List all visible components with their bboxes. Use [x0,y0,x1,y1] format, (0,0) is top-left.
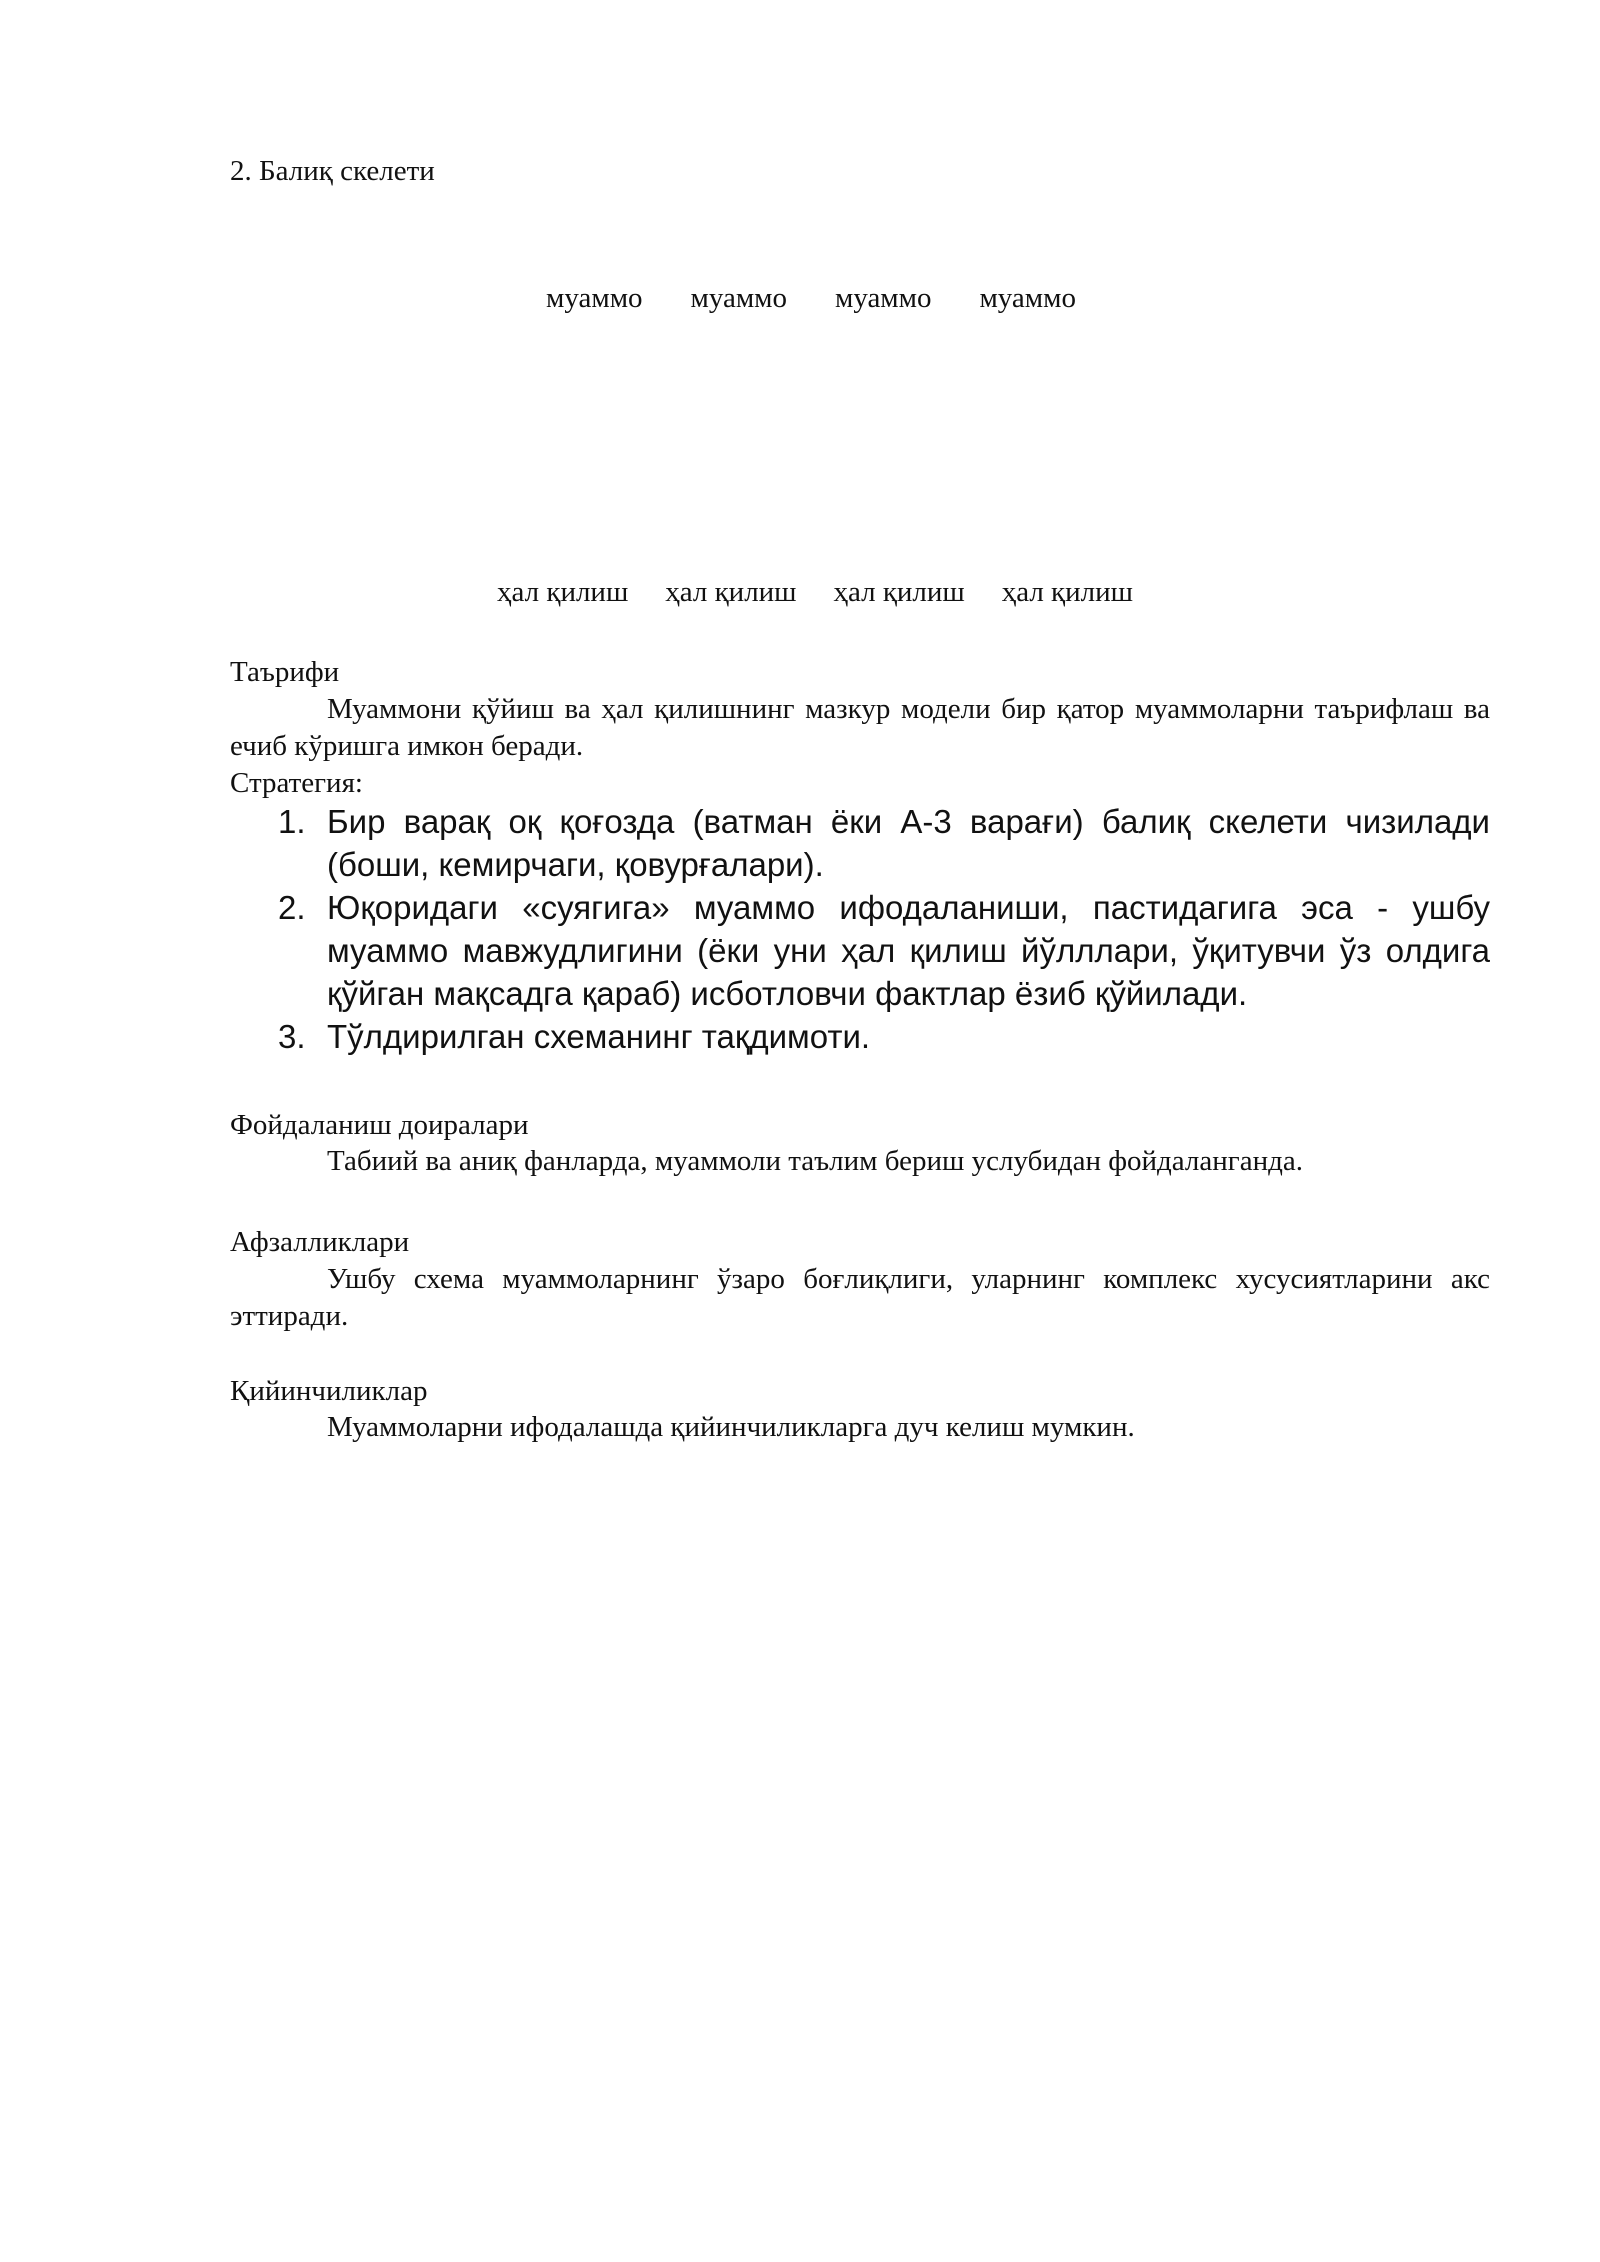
strategy-item [230,800,1490,886]
strategy-item-number: 2. [278,889,306,926]
usage-title: Фойдаланиш доиралари [230,1109,529,1141]
diagram-bottom-labels [497,574,1133,611]
diagram-top-labels [546,280,1076,317]
definition-title: Таърифи [230,656,340,688]
document-heading: 2. Балиқ скелети [230,155,435,187]
solution-label: ҳал қилиш [1001,576,1133,608]
definition-text: Муаммони қўйиш ва ҳал қилишнинг мазкур модели бир қатор муаммоларни таърифлаш ва ечиб кўришга имкон беради. [230,693,1490,762]
strategy-item [230,1015,1490,1058]
solution-label: ҳал қилиш [665,576,797,608]
strategy-item [230,886,1490,1015]
strategy-list [230,800,1490,1058]
problem-label: муаммо [690,282,788,314]
strategy-item-text: Юқоридаги «суягига» муаммо ифодаланиши, пастидагига эса - ушбу муаммо мавжудлигини (ёки уни ҳал қилиш йўлллари, ўқитувчи ўз олдига қўйган мақсадга қараб) исботловчи фактлар ёзиб қўйилади. [327,889,1490,1012]
advantages-text: Ушбу схема муаммоларнинг ўзаро боғлиқлиги, уларнинг комплекс хусусиятларини акс эттиради. [230,1263,1490,1332]
solution-label: ҳал қилиш [497,576,629,608]
strategy-item-number: 3. [278,1018,306,1055]
problem-label: муаммо [546,282,643,314]
strategy-item-number: 1. [278,803,306,840]
strategy-title: Стратегия: [230,767,363,799]
problem-label: муаммо [979,282,1076,314]
strategy-item-text: Тўлдирилган схеманинг тақдимоти. [327,1018,871,1055]
advantages-title: Афзалликлари [230,1226,410,1258]
problem-label: муаммо [834,282,932,314]
solution-label: ҳал қилиш [833,576,965,608]
usage-text: Табиий ва аниқ фанларда, муаммоли таълим бериш услубидан фойдаланганда. [327,1145,1303,1177]
strategy-item-text: Бир варақ оқ қоғозда (ватман ёки А-3 варағи) балиқ скелети чизилади (боши, кемирчаги, қовурғалари). [327,803,1490,883]
difficulties-title: Қийинчиликлар [230,1375,428,1407]
difficulties-text: Муаммоларни ифодалашда қийинчиликларга дуч келиш мумкин. [327,1411,1135,1443]
